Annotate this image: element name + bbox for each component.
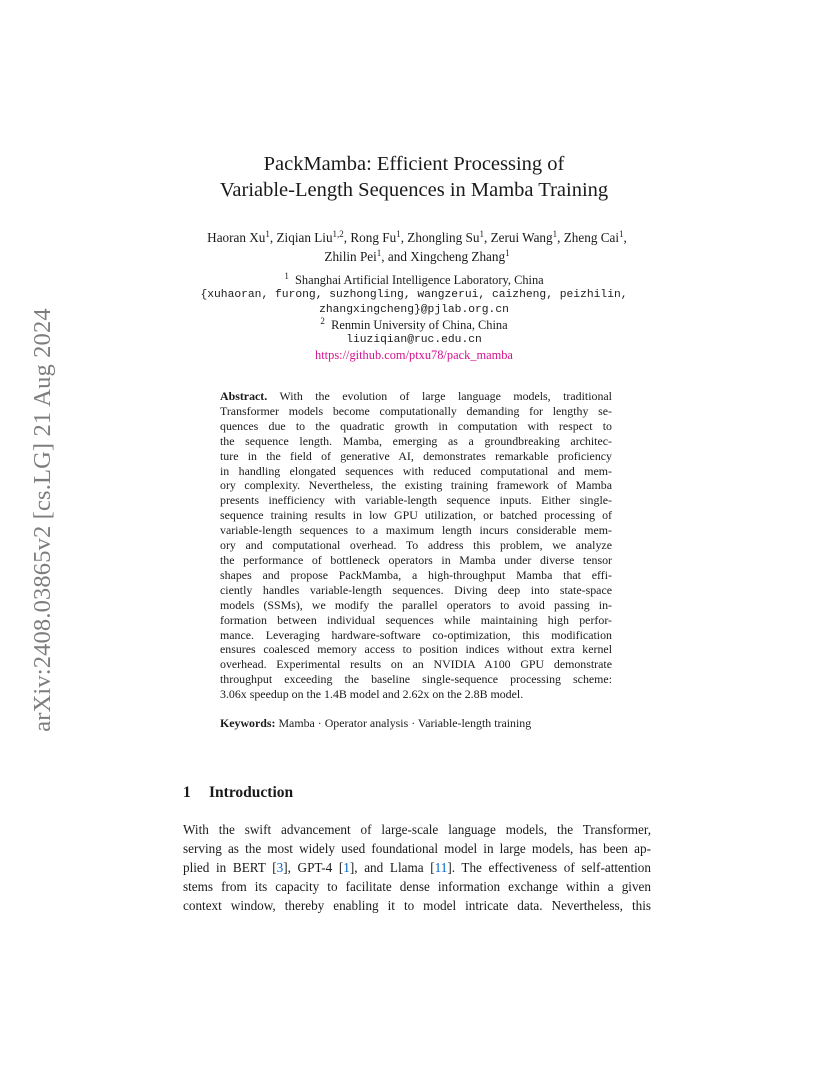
- author-affil-mark: 1: [396, 229, 401, 239]
- author-name: Zerui Wang: [490, 230, 553, 245]
- citation-link[interactable]: 11: [434, 860, 448, 875]
- paragraph-line: context window, thereby enabling it to model intricate data. Nevertheless, this: [183, 898, 651, 913]
- abstract-line: With the evolution of large language models, traditional: [279, 389, 612, 403]
- abstract-line: ensures coalesced memory access to position indices without extra kernel: [220, 642, 612, 657]
- abstract-line: sequence training results in low GPU utilization, or batched processing of: [220, 508, 612, 523]
- keywords-label: Keywords:: [220, 716, 276, 730]
- abstract-line: quences due to the quadratic growth in computation with respect to: [220, 418, 612, 433]
- repository-link[interactable]: https://github.com/ptxu78/pack_mamba: [315, 347, 513, 362]
- abstract-line: throughput exceeding the baseline single-sequence processing scheme:: [220, 672, 612, 687]
- paragraph-line: [183, 858, 651, 877]
- affiliation-2: [0, 315, 828, 333]
- keywords: [220, 716, 612, 731]
- abstract-label: Abstract.: [220, 389, 268, 403]
- abstract-line: the sequence length. Mamba, emerging as a groundbreaking architec-: [220, 433, 612, 448]
- title-line-2: Variable-Length Sequences in Mamba Training: [219, 179, 609, 201]
- abstract-line: ciently handles variable-length sequences. Diving deep into state-space: [220, 582, 612, 597]
- abstract: [220, 389, 612, 702]
- author-affil-mark: 1: [552, 229, 558, 239]
- author-list: Haoran Xu$^1$, Ziqian Liu$^{1,2}$, Rong Fu$^1$, Zhongling Su$^1$, Zerui Wang$^1$, Zheng Cai$^1$, Zhilin Pei$^1$, and Xingcheng Zhang$^1$: [207, 229, 627, 264]
- email: liuziqian@ruc.edu.cn: [346, 333, 482, 346]
- section-heading: [183, 783, 293, 803]
- paragraph-line: stems from its capacity to facilitate dense information exchange within a given: [183, 879, 651, 894]
- author-name: Haoran Xu: [207, 230, 266, 245]
- affiliation-1: [0, 273, 828, 288]
- author-affil-mark: 1,2: [332, 229, 344, 239]
- author-affil-mark: 1: [619, 229, 624, 239]
- abstract-line: ory and computational overhead. To address this problem, we analyze: [220, 538, 612, 553]
- abstract-line: overhead. Experimental results on an NVIDIA A100 GPU demonstrate: [220, 657, 612, 672]
- abstract-line: mance. Leveraging hardware-software co-optimization, this modification: [220, 627, 612, 642]
- affiliation-name: Shanghai Artificial Intelligence Laboratory, China: [295, 273, 544, 287]
- citation-link[interactable]: 1: [343, 860, 350, 875]
- author-name: Zhongling Su: [407, 230, 480, 245]
- arxiv-identifier: arXiv:2408.03865v2 [cs.LG] 21 Aug 2024: [29, 308, 56, 732]
- text-run: plied in BERT [: [183, 860, 277, 875]
- paper-title: [0, 151, 828, 203]
- author-name: Zhilin Pei: [324, 249, 377, 264]
- author-name: Xingcheng Zhang: [410, 249, 506, 264]
- affiliation-mark: 2: [320, 315, 325, 326]
- abstract-line: the performance of bottleneck operators in Mamba under diverse tensor: [220, 552, 612, 567]
- abstract-line: presents inefficiency with variable-length sequence inputs. Either single-: [220, 493, 612, 508]
- citation-link[interactable]: 3: [276, 860, 284, 875]
- paragraph-line: With the swift advancement of large-scale language models, the Transformer,: [183, 822, 651, 837]
- text-run: ], and Llama [: [349, 860, 435, 875]
- text-run: ], GPT-4 [: [283, 860, 344, 875]
- paragraph-line: serving as the most widely used foundational model in large models, has been ap-: [183, 841, 651, 856]
- author-affil-mark: 1: [265, 229, 270, 239]
- abstract-line: shapes and propose PackMamba, a high-throughput Mamba that effi-: [220, 567, 612, 582]
- author-affil-mark: 1: [479, 229, 484, 239]
- section-number: 1: [183, 784, 191, 801]
- abstract-line: formation between individual sequences while maintaining high perfor-: [220, 612, 612, 627]
- section-title: Introduction: [209, 784, 294, 801]
- affiliations: [0, 273, 828, 362]
- abstract-line: in handling elongated sequences with reduced computational and mem-: [220, 463, 612, 478]
- title-line-1: PackMamba: Efficient Processing of: [263, 153, 565, 175]
- introduction-paragraph: [183, 820, 651, 915]
- author-name: Rong Fu: [350, 230, 397, 245]
- affiliation-name: Renmin University of China, China: [331, 317, 508, 332]
- keywords-list: Mamba · Operator analysis · Variable-length training: [278, 716, 532, 730]
- author-name: Zheng Cai: [563, 230, 620, 245]
- email-list-line: zhangxingcheng}@pjlab.org.cn: [319, 303, 509, 316]
- affiliation-mark: 1: [284, 271, 289, 281]
- abstract-line: 3.06x speedup on the 1.4B model and 2.62x on the 2.8B model.: [220, 687, 524, 702]
- text-run: ]. The effectiveness of self-attention: [447, 860, 651, 875]
- email-list-line: {xuhaoran, furong, suzhongling, wangzerui, caizheng, peizhilin,: [200, 288, 628, 301]
- author-name: Ziqian Liu: [276, 230, 333, 245]
- abstract-line: ory complexity. Nevertheless, the existing training framework of Mamba: [220, 478, 612, 493]
- author-affil-mark: 1: [505, 248, 510, 258]
- abstract-line: ture in the field of generative AI, demonstrates remarkable proficiency: [220, 448, 612, 463]
- author-affil-mark: 1: [376, 248, 382, 258]
- abstract-line: Transformer models become computationally demanding for lengthy se-: [220, 403, 612, 418]
- abstract-line: models (SSMs), we modify the parallel operators to avoid passing in-: [220, 597, 612, 612]
- abstract-line: variable-length sequences to a maximum length incurs considerable mem-: [220, 523, 612, 538]
